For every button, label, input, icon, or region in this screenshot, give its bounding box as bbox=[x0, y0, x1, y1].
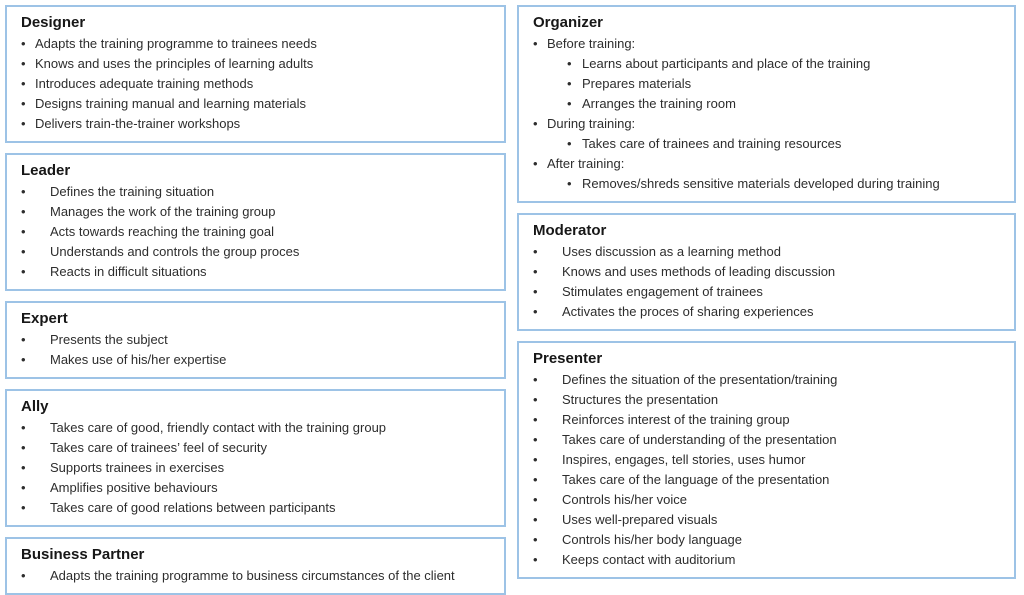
bullet-text: Inspires, engages, tell stories, uses humor bbox=[562, 452, 806, 467]
bullet-icon bbox=[21, 114, 35, 134]
bullet-icon bbox=[533, 450, 562, 470]
bullet-item bbox=[21, 74, 496, 94]
bullet-icon bbox=[21, 566, 50, 586]
bullet-text: Makes use of his/her expertise bbox=[50, 352, 227, 367]
bullet-item bbox=[533, 510, 1006, 530]
bullet-icon bbox=[21, 262, 50, 282]
bullet-item bbox=[533, 302, 1006, 322]
bullet-text: Understands and controls the group proces bbox=[50, 244, 300, 259]
bullet-sub-item bbox=[567, 74, 1006, 94]
bullet-text: Takes care of trainees’ feel of security bbox=[50, 440, 268, 455]
bullet-icon bbox=[533, 430, 562, 450]
bullet-item bbox=[21, 94, 496, 114]
bullet-item bbox=[21, 458, 496, 478]
box-title-leader: Leader bbox=[21, 162, 71, 179]
bullet-icon bbox=[533, 510, 562, 530]
bullet-text: Supports trainees in exercises bbox=[50, 460, 225, 475]
role-box-moderator bbox=[517, 213, 1016, 331]
bullet-icon bbox=[533, 470, 562, 490]
bullet-text: Designs training manual and learning materials bbox=[35, 96, 306, 111]
bullet-text: Takes care of good, friendly contact with the training group bbox=[50, 420, 387, 435]
bullet-icon bbox=[533, 390, 562, 410]
bullet-text: Knows and uses the principles of learning adults bbox=[35, 56, 314, 71]
right-column bbox=[517, 5, 1016, 579]
bullet-item bbox=[21, 478, 496, 498]
bullet-sub-item bbox=[567, 134, 1006, 154]
bullet-icon bbox=[21, 458, 50, 478]
bullet-text: Presents the subject bbox=[50, 332, 168, 347]
box-title-presenter: Presenter bbox=[533, 350, 603, 367]
bullet-text: Adapts the training programme to business circumstances of the client bbox=[50, 568, 455, 583]
bullet-item bbox=[21, 242, 496, 262]
bullet-text: Takes care of trainees and training resources bbox=[582, 136, 842, 151]
bullet-item bbox=[21, 330, 496, 350]
box-title-expert: Expert bbox=[21, 310, 68, 327]
bullet-icon bbox=[21, 94, 35, 114]
bullet-text: Acts towards reaching the training goal bbox=[50, 224, 275, 239]
bullet-sub-item bbox=[567, 54, 1006, 74]
bullet-icon bbox=[533, 262, 562, 282]
bullet-text: Defines the training situation bbox=[50, 184, 215, 199]
bullet-item bbox=[533, 242, 1006, 262]
bullet-text: Before training: bbox=[547, 36, 636, 51]
bullet-text: Learns about participants and place of the training bbox=[582, 56, 871, 71]
bullet-icon bbox=[21, 202, 50, 222]
bullet-icon bbox=[533, 242, 562, 262]
bullet-item bbox=[533, 450, 1006, 470]
bullet-icon bbox=[21, 330, 50, 350]
bullet-item bbox=[21, 54, 496, 74]
bullet-icon bbox=[21, 478, 50, 498]
bullet-item bbox=[533, 470, 1006, 490]
bullet-icon bbox=[567, 134, 582, 154]
bullet-text: After training: bbox=[547, 156, 625, 171]
bullet-icon bbox=[21, 182, 50, 202]
role-box-expert bbox=[5, 301, 506, 379]
bullet-item bbox=[533, 282, 1006, 302]
bullet-text: Stimulates engagement of trainees bbox=[562, 284, 763, 299]
bullet-text: Keeps contact with auditorium bbox=[562, 552, 736, 567]
bullet-icon bbox=[21, 222, 50, 242]
box-title-designer: Designer bbox=[21, 14, 86, 31]
box-title-business-partner: Business Partner bbox=[21, 546, 145, 563]
box-title-moderator: Moderator bbox=[533, 222, 607, 239]
bullet-text: Takes care of good relations between participants bbox=[50, 500, 336, 515]
bullet-text: Defines the situation of the presentation/training bbox=[562, 372, 838, 387]
bullet-item bbox=[21, 202, 496, 222]
bullet-item bbox=[533, 262, 1006, 282]
bullet-icon bbox=[533, 282, 562, 302]
bullet-icon bbox=[21, 54, 35, 74]
bullet-text: Takes care of understanding of the presentation bbox=[562, 432, 837, 447]
bullet-text: Takes care of the language of the presentation bbox=[562, 472, 830, 487]
bullet-icon bbox=[21, 498, 50, 518]
bullet-item bbox=[21, 222, 496, 242]
bullet-icon bbox=[533, 154, 547, 174]
bullet-icon bbox=[567, 54, 582, 74]
bullet-text: Amplifies positive behaviours bbox=[50, 480, 218, 495]
bullet-icon bbox=[533, 370, 562, 390]
bullet-item bbox=[533, 34, 1006, 54]
bullet-item bbox=[21, 438, 496, 458]
bullet-icon bbox=[567, 174, 582, 194]
bullet-text: Introduces adequate training methods bbox=[35, 76, 254, 91]
bullet-item bbox=[21, 34, 496, 54]
bullet-sub-item bbox=[567, 174, 1006, 194]
left-column bbox=[5, 5, 506, 595]
bullet-icon bbox=[533, 410, 562, 430]
bullet-item bbox=[533, 410, 1006, 430]
bullet-text: Structures the presentation bbox=[562, 392, 719, 407]
bullet-item bbox=[21, 262, 496, 282]
role-box-ally bbox=[5, 389, 506, 527]
bullet-item bbox=[21, 566, 496, 586]
bullet-text: Reinforces interest of the training group bbox=[562, 412, 790, 427]
bullet-icon bbox=[533, 34, 547, 54]
bullet-text: Prepares materials bbox=[582, 76, 692, 91]
bullet-item bbox=[533, 154, 1006, 174]
bullet-icon bbox=[21, 438, 50, 458]
bullet-item bbox=[533, 550, 1006, 570]
bullet-icon bbox=[21, 242, 50, 262]
bullet-item bbox=[533, 370, 1006, 390]
bullet-icon bbox=[533, 114, 547, 134]
bullet-item bbox=[533, 430, 1006, 450]
bullet-icon bbox=[533, 302, 562, 322]
bullet-text: Removes/shreds sensitive materials developed during training bbox=[582, 176, 940, 191]
box-title-ally: Ally bbox=[21, 398, 49, 415]
bullet-icon bbox=[533, 530, 562, 550]
bullet-icon bbox=[21, 74, 35, 94]
role-box-business-partner bbox=[5, 537, 506, 595]
bullet-item bbox=[533, 114, 1006, 134]
bullet-item bbox=[533, 390, 1006, 410]
bullet-item bbox=[533, 530, 1006, 550]
role-box-designer bbox=[5, 5, 506, 143]
bullet-text: Uses discussion as a learning method bbox=[562, 244, 781, 259]
bullet-icon bbox=[21, 350, 50, 370]
bullet-text: Delivers train-the-trainer workshops bbox=[35, 116, 241, 131]
bullet-icon bbox=[21, 34, 35, 54]
bullet-text: Knows and uses methods of leading discussion bbox=[562, 264, 836, 279]
bullet-icon bbox=[567, 94, 582, 114]
bullet-item bbox=[21, 114, 496, 134]
bullet-sub-item bbox=[567, 94, 1006, 114]
bullet-text: Arranges the training room bbox=[582, 96, 736, 111]
bullet-text: During training: bbox=[547, 116, 636, 131]
bullet-text: Reacts in difficult situations bbox=[50, 264, 207, 279]
bullet-text: Uses well-prepared visuals bbox=[562, 512, 718, 527]
bullet-text: Activates the proces of sharing experiences bbox=[562, 304, 814, 319]
box-title-organizer: Organizer bbox=[533, 14, 604, 31]
bullet-item bbox=[21, 350, 496, 370]
bullet-icon bbox=[533, 490, 562, 510]
bullet-icon bbox=[21, 418, 50, 438]
role-box-organizer bbox=[517, 5, 1016, 203]
role-box-presenter bbox=[517, 341, 1016, 579]
bullet-text: Manages the work of the training group bbox=[50, 204, 276, 219]
bullet-text: Controls his/her body language bbox=[562, 532, 742, 547]
role-box-leader bbox=[5, 153, 506, 291]
bullet-text: Controls his/her voice bbox=[562, 492, 687, 507]
bullet-item bbox=[533, 490, 1006, 510]
bullet-icon bbox=[567, 74, 582, 94]
bullet-text: Adapts the training programme to trainees needs bbox=[35, 36, 317, 51]
bullet-item bbox=[21, 418, 496, 438]
bullet-item bbox=[21, 498, 496, 518]
bullet-item bbox=[21, 182, 496, 202]
bullet-icon bbox=[533, 550, 562, 570]
